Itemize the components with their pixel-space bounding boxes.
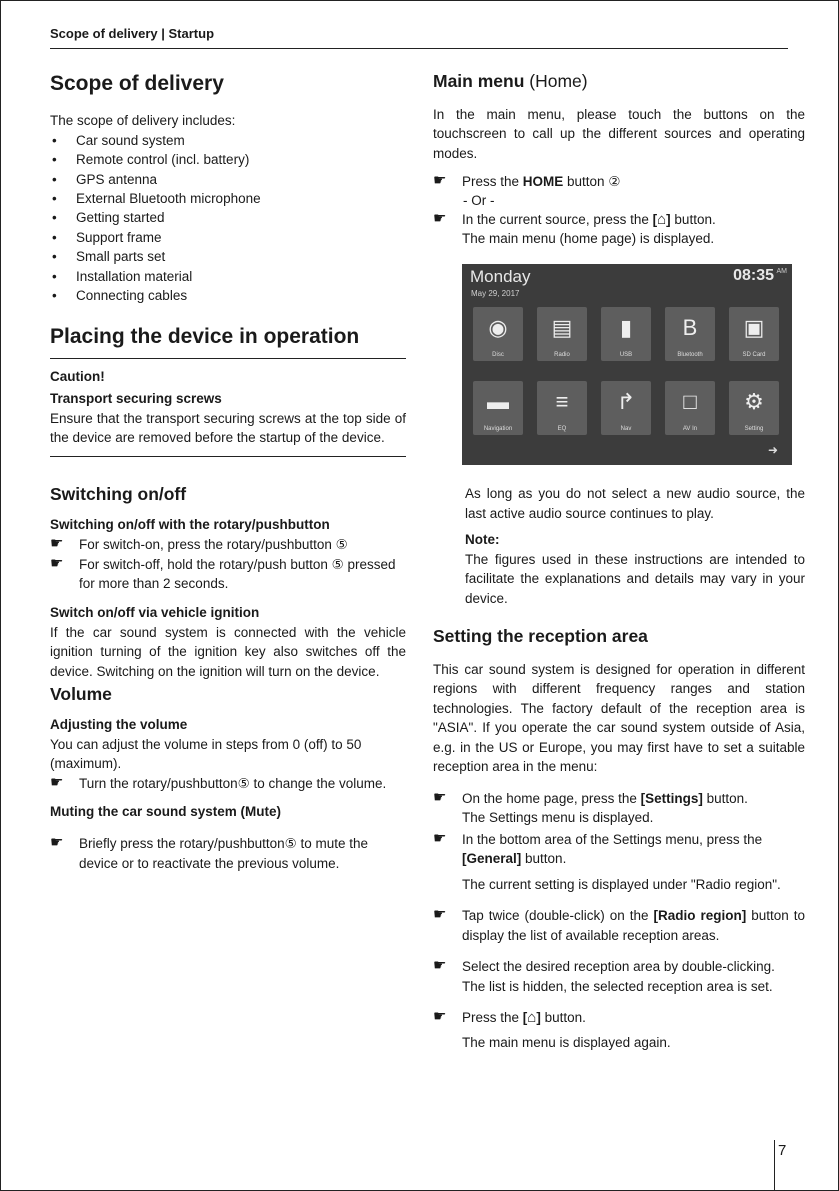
after-screen-block (465, 484, 805, 608)
switch-on-step: ☛ For switch-on, press the rotary/pushbutton ⑤ (50, 535, 348, 553)
transport-text: Ensure that the transport securing screws at the top side of the device are removed before the startup of the device. (50, 410, 406, 446)
list-item: • Support frame (52, 229, 162, 245)
reception-block (433, 625, 805, 1052)
page-number-rule (774, 1140, 775, 1190)
select-area-step: ☛ Select the desired reception area by double-clicking. The list is hidden, the selected reception area is set. (433, 957, 775, 994)
list-item: • Small parts set (52, 249, 166, 265)
mute-step: ☛ Briefly press the rotary/pushbutton⑤ to mute the device or to reactivate the previous volume. (50, 834, 368, 871)
next-arrow-icon[interactable]: ➜ (767, 443, 778, 457)
adjust-text: You can adjust the volume in steps from 0 (off) to 50 (maximum). (50, 736, 362, 772)
home-screen-image (462, 264, 792, 465)
transport-heading: Transport securing screws (50, 390, 222, 406)
turn-step: ☛ Turn the rotary/pushbutton⑤ to change the volume. (50, 773, 387, 791)
page-number: 7 (778, 1142, 787, 1159)
settings-step: ☛ On the home page, press the [Settings] button. The Settings menu is displayed. (433, 788, 748, 826)
pointing-hand-icon: ☛ (433, 172, 447, 190)
reception-intro: This car sound system is designed for operation in different regions with different frequency ranges and station technologies. The factory default of the reception area is "ASIA". If you operate the car sound system outside of Asia, e.g. in the US or Europe, you may first have to set a suitable reception area in the menu: (433, 661, 805, 775)
adjust-heading: Adjusting the volume (50, 716, 188, 732)
tile-settings[interactable]: ⚙ Setting (729, 381, 779, 435)
home-step: ☛ Press the HOME button ② (433, 172, 621, 190)
home-icon: ⌂ (657, 210, 667, 228)
tile-navigation[interactable]: ↱ Nav (601, 381, 651, 435)
home-return-step: ☛ Press the [⌂] button. The main menu is displayed again. (433, 1008, 671, 1050)
section-rule (50, 358, 406, 359)
scope-title: Scope of delivery (50, 72, 224, 95)
list-item: • Getting started (52, 210, 165, 226)
scope-intro: The scope of delivery includes: (50, 113, 236, 129)
pointing-hand-icon: ☛ (433, 788, 447, 806)
radio-region-step: ☛ Tap twice (double-click) on the [Radio region] button to display the list of available reception areas. (433, 906, 805, 943)
left-column (50, 68, 406, 873)
tile-sd-card[interactable]: ▣ SD Card (729, 307, 779, 361)
tile-aux[interactable]: □ AV In (665, 381, 715, 435)
pointing-hand-icon: ☛ (433, 957, 447, 975)
running-header: Scope of delivery | Startup (50, 26, 215, 41)
tile-usb[interactable]: ▮ USB (601, 307, 651, 361)
general-step: ☛ In the bottom area of the Settings menu, press the [General] button. The current setting is displayed under "Radio region". (433, 829, 781, 892)
ignition-text: If the car sound system is connected with the vehicle ignition turning of the ignition key also switches off the device. Switching on the ignition will turn on the device. (50, 624, 406, 679)
list-item: • Installation material (52, 268, 193, 284)
radio-icon: ▤ (551, 315, 573, 340)
switching-title: Switching on/off (50, 483, 187, 504)
equalizer-icon: ≡ (555, 389, 569, 414)
tile-radio[interactable]: ▤ Radio (537, 307, 587, 361)
note-label: Note: (465, 532, 500, 547)
list-item: • Remote control (incl. battery) (52, 152, 250, 168)
ignition-heading: Switch on/off via vehicle ignition (50, 604, 260, 620)
reception-title: Setting the reception area (433, 626, 648, 646)
settings-gear-icon: ⚙ (744, 389, 764, 414)
volume-title: Volume (50, 684, 112, 705)
switch-off-step: ☛ For switch-off, hold the rotary/push button ⑤ pressed for more than 2 seconds. (50, 554, 396, 592)
pointing-hand-icon: ☛ (433, 906, 447, 924)
screen-time: 08:35 (733, 267, 774, 284)
screen-date: May 29, 2017 (471, 289, 520, 298)
pointing-hand-icon: ☛ (433, 829, 447, 847)
disc-icon: ◉ (488, 315, 508, 340)
sd-card-icon: ▣ (743, 315, 765, 340)
mute-heading: Muting the car sound system (Mute) (50, 804, 282, 820)
right-column (433, 70, 805, 249)
car-icon: ▬ (487, 389, 509, 414)
bluetooth-icon: B (682, 315, 698, 340)
pointing-hand-icon: ☛ (50, 554, 64, 572)
pointing-hand-icon: ☛ (50, 773, 64, 791)
screen-day: Monday (470, 267, 531, 286)
pointing-hand-icon: ☛ (50, 535, 64, 553)
note-text: The figures used in these instructions are intended to facilitate the explanations and details may vary in your device. (465, 551, 805, 606)
tile-equalizer[interactable]: ≡ EQ (537, 381, 587, 435)
turn-arrow-icon: ↱ (616, 389, 636, 414)
after-text: As long as you do not select a new audio source, the last active audio source continues to play. (465, 486, 805, 521)
screen-signal: AM (776, 268, 787, 275)
mainmenu-title: Main menu (Home) (433, 71, 588, 91)
list-item: • Connecting cables (52, 288, 188, 304)
pointing-hand-icon: ☛ (50, 834, 64, 852)
tile-bluetooth[interactable]: B Bluetooth (665, 307, 715, 361)
current-source-step: ☛ In the current source, press the [⌂] button. The main menu (home page) is displayed. (433, 209, 716, 247)
caution-label: Caution! (50, 368, 105, 384)
rotary-heading: Switching on/off with the rotary/pushbutton (50, 517, 330, 533)
usb-icon: ▮ (619, 315, 633, 340)
scope-list (50, 131, 406, 306)
home-icon: ⌂ (527, 1009, 537, 1027)
tile-disc[interactable]: ◉ Disc (473, 307, 523, 361)
aux-icon: □ (683, 389, 697, 414)
tile-car[interactable]: ▬ Navigation (473, 381, 523, 435)
list-item: • External Bluetooth microphone (52, 191, 261, 207)
section-rule (50, 456, 406, 457)
mainmenu-intro: In the main menu, please touch the buttons on the touchscreen to call up the different sources and operating modes. (433, 106, 805, 161)
header-rule (50, 48, 788, 49)
or-separator: - Or - (463, 192, 495, 208)
list-item: • GPS antenna (52, 171, 158, 187)
placing-title: Placing the device in operation (50, 325, 360, 349)
pointing-hand-icon: ☛ (433, 1008, 447, 1026)
pointing-hand-icon: ☛ (433, 209, 447, 227)
list-item: • Car sound system (52, 132, 185, 148)
